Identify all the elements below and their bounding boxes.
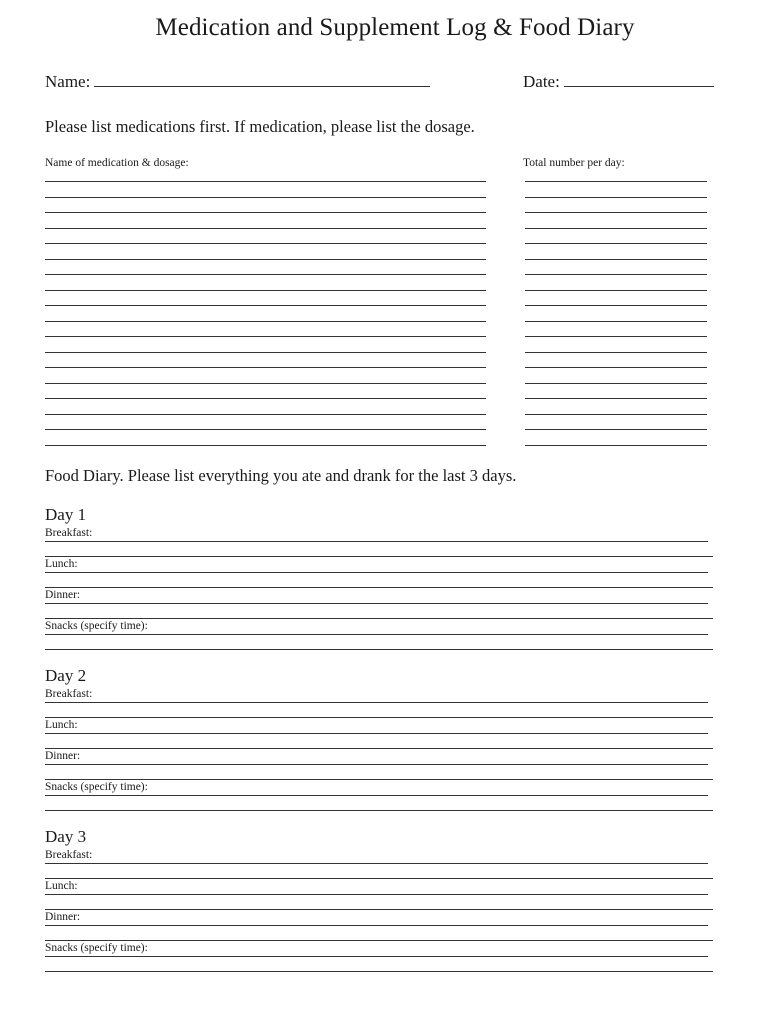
meal-continuation-line[interactable]	[45, 810, 713, 811]
medication-entry-line[interactable]	[45, 398, 486, 399]
name-input-line[interactable]	[94, 72, 430, 87]
meal-label: Snacks (specify time):	[45, 620, 148, 632]
medication-entry-line[interactable]	[45, 243, 486, 244]
meal-entry-line[interactable]	[45, 956, 708, 957]
name-field[interactable]	[45, 72, 430, 92]
form-title: Medication and Supplement Log & Food Diary	[155, 14, 635, 41]
day-title: Day 1	[45, 505, 87, 524]
total-per-day-line[interactable]	[525, 305, 707, 306]
date-label: Date:	[523, 72, 560, 91]
meal-entry-line[interactable]	[45, 925, 708, 926]
meal-continuation-line[interactable]	[45, 618, 713, 619]
medication-entry-line[interactable]	[45, 181, 486, 182]
meal-label: Lunch:	[45, 880, 78, 892]
medication-entry-line[interactable]	[45, 429, 486, 430]
day-title: Day 2	[45, 666, 87, 685]
total-per-day-line[interactable]	[525, 445, 707, 446]
meal-entry-line[interactable]	[45, 634, 708, 635]
meal-label: Dinner:	[45, 911, 81, 923]
meal-entry-line[interactable]	[45, 795, 708, 796]
meal-continuation-line[interactable]	[45, 556, 713, 557]
total-per-day-line[interactable]	[525, 367, 707, 368]
medication-column-header: Name of medication & dosage:	[45, 157, 189, 169]
medication-entry-line[interactable]	[45, 367, 486, 368]
total-per-day-line[interactable]	[525, 197, 707, 198]
total-column-header: Total number per day:	[523, 157, 625, 169]
meal-label: Dinner:	[45, 589, 81, 601]
total-per-day-line[interactable]	[525, 321, 707, 322]
medication-entry-line[interactable]	[45, 197, 486, 198]
food-diary-instructions: Food Diary. Please list everything you ate and drank for the last 3 days.	[45, 466, 517, 485]
meal-label: Breakfast:	[45, 688, 93, 700]
meal-continuation-line[interactable]	[45, 717, 713, 718]
medication-instructions: Please list medications first. If medication, please list the dosage.	[45, 117, 475, 136]
meal-continuation-line[interactable]	[45, 878, 713, 879]
meal-entry-line[interactable]	[45, 572, 708, 573]
date-field[interactable]	[523, 72, 714, 92]
total-per-day-line[interactable]	[525, 228, 707, 229]
meal-continuation-line[interactable]	[45, 940, 713, 941]
medication-entry-line[interactable]	[45, 352, 486, 353]
meal-label: Snacks (specify time):	[45, 781, 148, 793]
meal-entry-line[interactable]	[45, 541, 708, 542]
medication-entry-line[interactable]	[45, 336, 486, 337]
total-per-day-line[interactable]	[525, 243, 707, 244]
total-per-day-line[interactable]	[525, 336, 707, 337]
meal-label: Lunch:	[45, 558, 78, 570]
total-per-day-line[interactable]	[525, 290, 707, 291]
meal-entry-line[interactable]	[45, 603, 708, 604]
day-title: Day 3	[45, 827, 87, 846]
meal-entry-line[interactable]	[45, 863, 708, 864]
meal-label: Dinner:	[45, 750, 81, 762]
total-per-day-line[interactable]	[525, 274, 707, 275]
total-per-day-line[interactable]	[525, 414, 707, 415]
total-per-day-line[interactable]	[525, 429, 707, 430]
medication-entry-line[interactable]	[45, 383, 486, 384]
medication-entry-line[interactable]	[45, 259, 486, 260]
total-per-day-line[interactable]	[525, 259, 707, 260]
meal-entry-line[interactable]	[45, 733, 708, 734]
meal-label: Breakfast:	[45, 849, 93, 861]
medication-entry-line[interactable]	[45, 290, 486, 291]
medication-entry-line[interactable]	[45, 305, 486, 306]
medication-entry-line[interactable]	[45, 445, 486, 446]
meal-continuation-line[interactable]	[45, 587, 713, 588]
meal-continuation-line[interactable]	[45, 649, 713, 650]
meal-entry-line[interactable]	[45, 702, 708, 703]
total-per-day-line[interactable]	[525, 383, 707, 384]
medication-entry-line[interactable]	[45, 414, 486, 415]
meal-label: Breakfast:	[45, 527, 93, 539]
name-label: Name:	[45, 72, 91, 91]
meal-continuation-line[interactable]	[45, 779, 713, 780]
meal-entry-line[interactable]	[45, 894, 708, 895]
date-input-line[interactable]	[564, 72, 714, 87]
medication-entry-line[interactable]	[45, 212, 486, 213]
medication-entry-line[interactable]	[45, 274, 486, 275]
meal-label: Snacks (specify time):	[45, 942, 148, 954]
medication-entry-line[interactable]	[45, 228, 486, 229]
meal-continuation-line[interactable]	[45, 748, 713, 749]
meal-label: Lunch:	[45, 719, 78, 731]
total-per-day-line[interactable]	[525, 352, 707, 353]
total-per-day-line[interactable]	[525, 181, 707, 182]
meal-continuation-line[interactable]	[45, 971, 713, 972]
total-per-day-line[interactable]	[525, 398, 707, 399]
meal-continuation-line[interactable]	[45, 909, 713, 910]
total-per-day-line[interactable]	[525, 212, 707, 213]
meal-entry-line[interactable]	[45, 764, 708, 765]
medication-entry-line[interactable]	[45, 321, 486, 322]
